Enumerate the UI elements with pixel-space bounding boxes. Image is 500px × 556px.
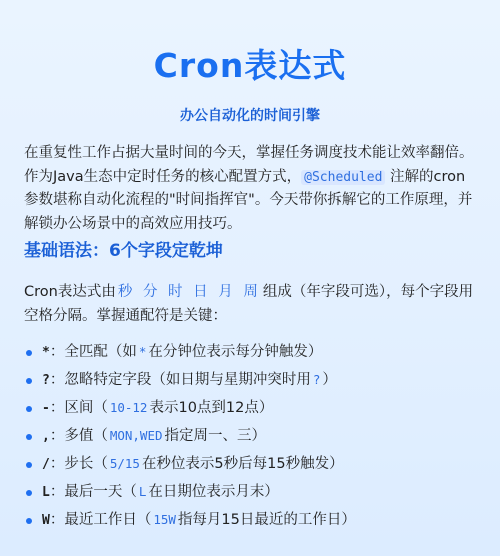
- wildcard-symbol: ?: [42, 373, 50, 388]
- wildcard-desc-before: ：忽略特定字段（如日期与星期冲突时用: [49, 372, 311, 388]
- wildcard-example-code: ?: [312, 372, 321, 387]
- wildcard-symbol: /: [42, 457, 50, 472]
- wildcard-list: [24, 338, 484, 534]
- page-subtitle: 办公自动化的时间引擎: [180, 108, 320, 124]
- wildcard-example-code: *: [138, 344, 147, 359]
- wildcard-desc-after: 指每月15日最近的工作日）: [177, 512, 356, 528]
- scheduled-annotation-code: @Scheduled: [301, 170, 385, 185]
- wildcard-symbol: W: [42, 513, 50, 528]
- cron-fields: 秒 分 时 日 月 周: [117, 284, 261, 300]
- wildcard-example-code: 15W: [153, 512, 176, 527]
- wildcard-desc-after: 在秒位表示5秒后每15秒触发）: [141, 456, 344, 472]
- wildcard-desc-after: 在日期位表示月末）: [148, 484, 279, 500]
- wildcard-example-code: 5/15: [109, 456, 140, 471]
- list-item: [24, 338, 484, 366]
- wildcard-symbol: -: [42, 401, 50, 416]
- wildcard-desc-after: 表示10点到12点）: [149, 400, 274, 416]
- intro-text-after: 注解的cron参数堪称自动化流程的"时间指挥官"。今天带你拆解它的工作原理，并解锁办公场景中的高效应用技巧。: [24, 168, 473, 232]
- wildcard-desc-after: 指定周一、三）: [164, 428, 267, 444]
- wildcard-symbol: *: [42, 345, 50, 360]
- wildcard-desc-before: ：区间（: [49, 400, 108, 416]
- wildcard-desc-before: ：多值（: [49, 428, 108, 444]
- list-item: [24, 394, 484, 422]
- intro-paragraph: [24, 142, 476, 236]
- wildcard-desc-before: ：最近工作日（: [49, 512, 152, 528]
- wildcard-symbol: ,: [42, 429, 50, 444]
- syntax-text-after: 组成（年字段可选），每个字段用空格分隔。掌握通配符是关键：: [24, 284, 474, 324]
- wildcard-desc-before: ：步长（: [49, 456, 108, 472]
- wildcard-symbol: L: [42, 485, 50, 500]
- page-title: Cron表达式: [153, 46, 347, 85]
- wildcard-example-code: 10-12: [109, 400, 148, 415]
- wildcard-example-code: MON,WED: [109, 428, 163, 443]
- wildcard-example-code: L: [138, 484, 147, 499]
- section-heading: 基础语法：6个字段定乾坤: [24, 241, 223, 261]
- intro-text-before: 在重复性工作占据大量时间的今天，掌握任务调度技术能让效率翻倍。作为Java生态中定时任务的核心配置方式，: [24, 145, 474, 185]
- list-item: [24, 422, 484, 450]
- wildcard-desc-after: ）: [322, 372, 337, 388]
- syntax-text-before: Cron表达式由: [24, 284, 116, 300]
- wildcard-desc-before: ：全匹配（如: [49, 344, 137, 360]
- wildcard-desc-before: ：最后一天（: [49, 484, 137, 500]
- wildcard-desc-after: 在分钟位表示每分钟触发）: [148, 344, 323, 360]
- list-item: [24, 366, 484, 394]
- list-item: [24, 506, 484, 534]
- list-item: [24, 478, 484, 506]
- list-item: [24, 450, 484, 478]
- syntax-paragraph: [24, 281, 476, 328]
